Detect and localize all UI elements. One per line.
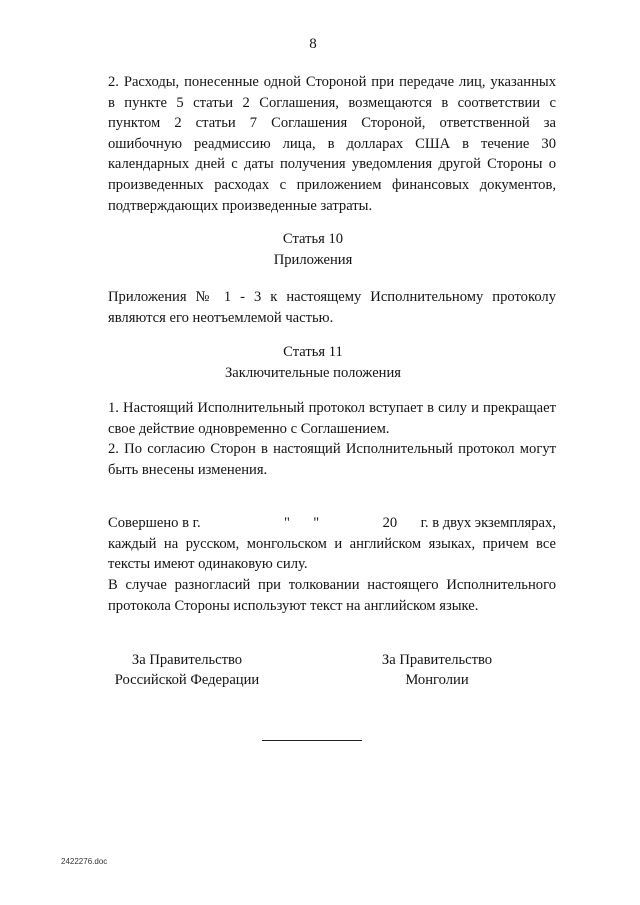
signature-mongolia-line-1: За Правительство <box>381 652 493 668</box>
done-quote-open: " <box>283 515 290 531</box>
article-11-title: Заключительные положения <box>224 365 402 381</box>
article-10-text: Приложения № 1 - 3 к настоящему Исполнительному протоколу являются его неотъемлемой частью. <box>108 289 556 326</box>
done-paragraph <box>108 513 556 575</box>
signature-russia <box>77 650 297 690</box>
done-copies-label: г. в двух экземплярах, <box>420 515 556 531</box>
signature-mongolia-line-2: Монголии <box>405 672 469 688</box>
done-quote-close: " <box>313 515 320 531</box>
signature-russia-line-1: За Правительство <box>131 652 243 668</box>
separator-line <box>262 740 362 741</box>
article-11-paragraph-1: 1. Настоящий Исполнительный протокол вступает в силу и прекращает свое действие одновременно с Соглашением. <box>108 400 556 437</box>
article-9-paragraph-2 <box>108 72 556 216</box>
done-year-prefix: 20 <box>382 515 398 531</box>
signature-mongolia <box>327 650 547 690</box>
article-9-paragraph-2-text: 2. Расходы, понесенные одной Стороной при передаче лиц, указанных в пункте 5 статьи 2 Соглашения, возмещаются в соответствии с пунктом 2 статьи 7 Соглашения Стороной, ответственной за ошибочную реадмиссию лица, в долларах США в течение 30 календарных дней с даты получения уведомления другой Стороны о произведенных расходах с приложением финансовых документов, подтверждающих произведенные затраты. <box>108 74 556 214</box>
article-10-title: Приложения <box>273 252 353 268</box>
article-11-paragraph-2: 2. По согласию Сторон в настоящий Исполнительный протокол могут быть внесены изменения. <box>108 441 556 478</box>
done-rest: каждый на русском, монгольском и английском языках, причем все тексты имеют одинаковую силу. <box>108 535 556 573</box>
page-number: 8 <box>309 36 317 52</box>
signature-russia-line-2: Российской Федерации <box>114 672 260 688</box>
article-11-number: Статья 11 <box>283 344 343 360</box>
article-10-number: Статья 10 <box>282 231 344 247</box>
done-city-label: Совершено в г. <box>108 515 201 531</box>
disagreement-paragraph: В случае разногласий при толковании настоящего Исполнительного протокола Стороны используют текст на английском языке. <box>108 577 556 614</box>
footer-filename: 2422276.doc <box>61 857 108 866</box>
done-first-line <box>108 513 556 534</box>
